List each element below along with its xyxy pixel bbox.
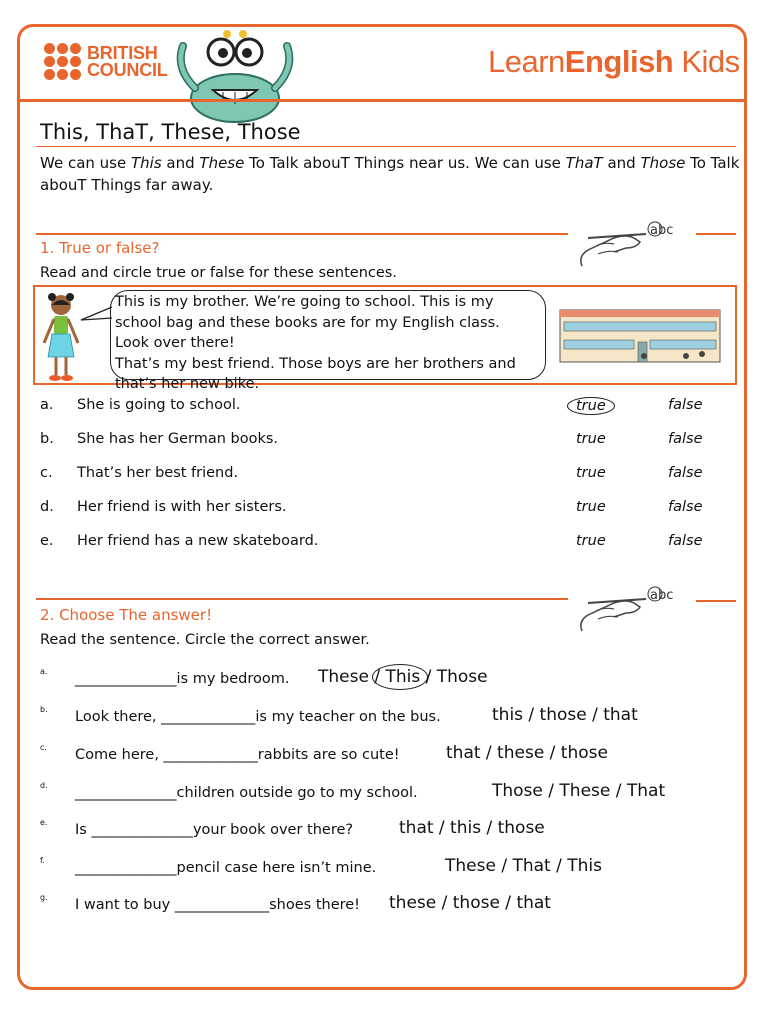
speech-bubble-tail <box>80 306 114 326</box>
row-letter: b. <box>40 705 48 714</box>
learnenglish-kids-logo: LearnEnglish Kids <box>488 44 740 79</box>
row-sentence: I want to buy _____________shoes there! <box>75 897 360 913</box>
answer-circle-mark <box>372 664 428 690</box>
story-line: school bag and these books are for my English class. <box>115 314 500 331</box>
false-option[interactable]: false <box>668 431 703 447</box>
tf-row <box>40 397 720 421</box>
section1-title: 1. True or false? <box>40 239 160 257</box>
row-sentence: ______________is my bedroom. <box>75 671 290 687</box>
row-sentence: Come here, _____________rabbits are so cute! <box>75 747 400 763</box>
row-letter: g. <box>40 893 48 902</box>
story-line: Look over there! <box>115 335 235 351</box>
answer-options[interactable]: that / this / those <box>399 818 545 838</box>
story-line: That’s my best friend. Those boys are her brothers and <box>115 355 516 372</box>
writing-hand-icon <box>574 216 694 272</box>
row-sentence: ______________pencil case here isn’t mine. <box>75 860 377 876</box>
writing-hand-icon <box>574 581 694 637</box>
worksheet-title: This, ThaT, These, Those <box>40 120 301 144</box>
story-speech-bubble <box>110 290 546 392</box>
section1-instruction: Read and circle true or false for these sentences. <box>40 265 397 281</box>
row-sentence: Her friend has a new skateboard. <box>77 533 319 549</box>
section2-divider-right <box>696 600 736 602</box>
answer-options[interactable]: Those / These / That <box>492 781 666 801</box>
row-letter: b. <box>40 431 54 447</box>
title-underline <box>36 146 736 147</box>
choice-row <box>40 705 730 731</box>
true-option[interactable]: true <box>576 533 606 549</box>
story-line: This is my brother. We’re going to school. This is my <box>115 294 494 310</box>
choice-row <box>40 743 730 769</box>
answer-options[interactable]: These / That / This <box>445 856 602 876</box>
row-sentence: Is ______________your book over there? <box>75 822 354 838</box>
girl-illustration-icon <box>38 291 84 383</box>
row-sentence: She is going to school. <box>77 397 241 413</box>
section2-title: 2. Choose The answer! <box>40 606 213 624</box>
choice-row <box>40 818 730 844</box>
section1-divider-right <box>696 233 736 235</box>
abc-label: abc <box>650 588 674 603</box>
header-divider <box>20 99 744 102</box>
true-option[interactable]: true <box>567 397 615 415</box>
choice-row <box>40 856 730 882</box>
choice-row <box>40 781 730 807</box>
intro-paragraph: We can use This and These To Talk abouT Things near us. We can use ThaT and Those To Talk abouT Things far away. <box>40 154 740 194</box>
brand-left-line2: COUNCIL <box>87 59 168 80</box>
row-letter: c. <box>40 743 47 752</box>
row-sentence: She has her German books. <box>77 431 279 447</box>
answer-options[interactable]: these / those / that <box>389 893 551 913</box>
false-option[interactable]: false <box>668 465 703 481</box>
true-option[interactable]: true <box>576 499 606 515</box>
row-letter: e. <box>40 533 54 549</box>
story-line: that’s her new bike. <box>115 376 260 392</box>
false-option[interactable]: false <box>668 533 703 549</box>
answer-options[interactable]: this / those / that <box>492 705 638 725</box>
row-letter: d. <box>40 781 48 790</box>
tf-row <box>40 431 720 455</box>
answer-options[interactable]: These / This / Those <box>318 667 488 687</box>
tf-row <box>40 533 720 557</box>
tf-row <box>40 499 720 523</box>
row-sentence: That’s her best friend. <box>77 465 239 481</box>
row-letter: c. <box>40 465 53 481</box>
section2-instruction: Read the sentence. Circle the correct answer. <box>40 632 370 648</box>
school-building-icon <box>558 306 722 364</box>
answer-options[interactable]: that / these / those <box>446 743 608 763</box>
row-sentence: Her friend is with her sisters. <box>77 499 287 515</box>
abc-label: abc <box>650 223 674 238</box>
row-sentence: Look there, _____________is my teacher on the bus. <box>75 709 441 725</box>
brand-left-line1: BRITISH <box>87 42 158 63</box>
section1-divider <box>36 233 568 235</box>
false-option[interactable]: false <box>668 397 703 413</box>
choice-row <box>40 893 730 919</box>
section2-divider <box>36 598 568 600</box>
row-letter: f. <box>40 856 45 865</box>
row-sentence: ______________children outside go to my school. <box>75 785 418 801</box>
true-option[interactable]: true <box>576 465 606 481</box>
tf-row <box>40 465 720 489</box>
british-council-logo <box>44 43 168 80</box>
false-option[interactable]: false <box>668 499 703 515</box>
true-option[interactable]: true <box>576 431 606 447</box>
british-council-dots-icon <box>44 43 81 80</box>
row-letter: d. <box>40 499 54 515</box>
monster-mascot-icon <box>165 28 305 124</box>
row-letter: e. <box>40 818 48 827</box>
row-letter: a. <box>40 667 48 676</box>
row-letter: a. <box>40 397 54 413</box>
